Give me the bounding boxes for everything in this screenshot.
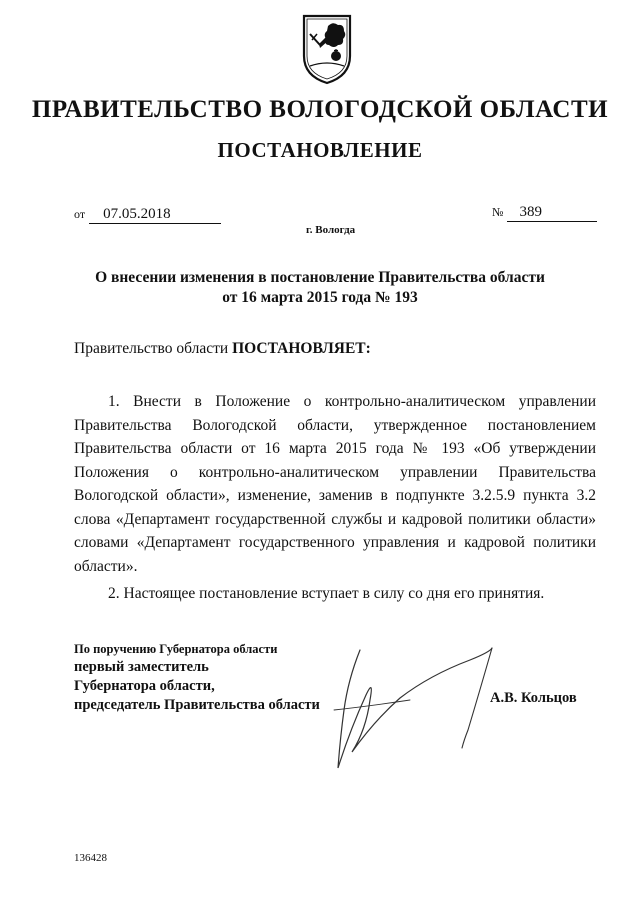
document-number: 389 xyxy=(507,204,597,222)
document-date: 07.05.2018 xyxy=(89,206,221,224)
signature-line-4: председатель Правительства области xyxy=(74,697,320,713)
handwritten-signature-icon xyxy=(330,640,510,775)
document-subject xyxy=(0,268,640,308)
document-type: ПОСТАНОВЛЕНИЕ xyxy=(217,138,423,162)
preamble xyxy=(74,340,371,358)
document-code: 136428 xyxy=(74,852,107,864)
city-label: г. Вологда xyxy=(306,224,356,236)
subject-line-1: О внесении изменения в постановление Правительства области xyxy=(95,269,545,286)
signatory-name: А.В. Кольцов xyxy=(490,690,577,706)
preamble-text: Правительство области xyxy=(74,340,233,357)
signature-line-1: По поручению Губернатора области xyxy=(74,642,278,656)
preamble-emphasis: ПОСТАНОВЛЯЕТ: xyxy=(232,340,371,357)
document-body xyxy=(74,390,596,610)
date-prefix: от xyxy=(74,207,86,221)
signature-block xyxy=(74,640,320,715)
body-paragraph-1: 1. Внести в Положение о контрольно-аналитическом управлении Правительства Вологодской области, утвержденное постановлением Правительства области от 16 марта 2015 года № 193 «Об утверждении Положения о контрольно-аналитическом управлении Правительства Вологодской области», изменение, заменив в подпункте 3.2.5.9 пункта 3.2 слова «Департамент государственной службы и кадровой политики области» словами «Департамент государственного управления и кадровой политики области». xyxy=(74,393,596,575)
vologda-coat-of-arms-icon xyxy=(300,12,354,86)
body-paragraph-2: 2. Настоящее постановление вступает в силу со дня его принятия. xyxy=(108,585,545,602)
date-line xyxy=(74,205,221,224)
subject-line-2: от 16 марта 2015 года № 193 xyxy=(222,289,418,306)
government-title: ПРАВИТЕЛЬСТВО ВОЛОГОДСКОЙ ОБЛАСТИ xyxy=(31,96,609,123)
signature-line-2: первый заместитель xyxy=(74,659,209,675)
signature-line-3: Губернатора области, xyxy=(74,678,215,694)
number-prefix: № xyxy=(492,205,504,219)
number-line xyxy=(492,203,597,222)
